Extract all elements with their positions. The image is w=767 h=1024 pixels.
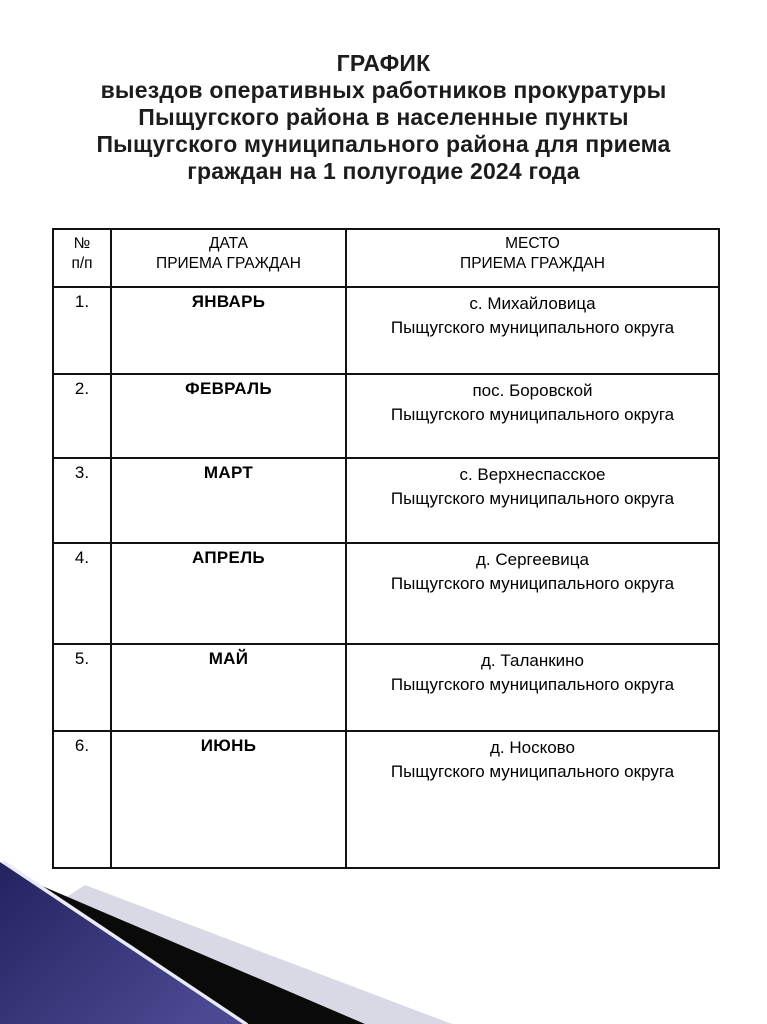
corner-decoration bbox=[0, 860, 767, 1024]
table-row bbox=[53, 374, 719, 458]
cell-month: ФЕВРАЛЬ bbox=[111, 374, 346, 458]
cell-month: ИЮНЬ bbox=[111, 731, 346, 868]
place-line1: пос. Боровской bbox=[472, 381, 593, 400]
cell-num: 3. bbox=[53, 458, 111, 543]
table-row bbox=[53, 458, 719, 543]
header-date-line2: ПРИЕМА ГРАЖДАН bbox=[156, 255, 301, 272]
cell-place bbox=[346, 644, 719, 731]
cell-place bbox=[346, 543, 719, 644]
cell-num: 1. bbox=[53, 287, 111, 374]
place-line2: Пыщугского муниципального округа bbox=[390, 762, 675, 781]
place-line1: д. Таланкино bbox=[481, 651, 584, 670]
place-line1: с. Верхнеспасское bbox=[459, 465, 606, 484]
table-header-row bbox=[53, 229, 719, 287]
cell-num: 6. bbox=[53, 731, 111, 868]
table-row bbox=[53, 543, 719, 644]
header-date-line1: ДАТА bbox=[209, 235, 248, 252]
cell-month: ЯНВАРЬ bbox=[111, 287, 346, 374]
place-line1: д. Сергеевица bbox=[475, 550, 589, 569]
place-line2: Пыщугского муниципального округа bbox=[390, 675, 675, 694]
place-line2: Пыщугского муниципального округа bbox=[390, 574, 675, 593]
header-place bbox=[346, 229, 719, 287]
cell-place bbox=[346, 731, 719, 868]
cell-num: 2. bbox=[53, 374, 111, 458]
title-line-4: Пыщугского муниципального района для приема bbox=[96, 131, 671, 157]
place-line2: Пыщугского муниципального округа bbox=[390, 405, 675, 424]
header-date bbox=[111, 229, 346, 287]
cell-month: МАРТ bbox=[111, 458, 346, 543]
header-num bbox=[53, 229, 111, 287]
cell-place bbox=[346, 374, 719, 458]
title-line-3: Пыщугского района в населенные пункты bbox=[138, 104, 629, 130]
place-line1: с. Михайловица bbox=[469, 294, 596, 313]
title-line-1: ГРАФИК bbox=[336, 50, 431, 76]
cell-place bbox=[346, 287, 719, 374]
header-num-line1: № bbox=[73, 235, 91, 252]
place-line2: Пыщугского муниципального округа bbox=[390, 489, 675, 508]
cell-month: АПРЕЛЬ bbox=[111, 543, 346, 644]
title-line-5: граждан на 1 полугодие 2024 года bbox=[187, 158, 580, 184]
place-line2: Пыщугского муниципального округа bbox=[390, 318, 675, 337]
title-line-2: выездов оперативных работников прокуратуры bbox=[100, 77, 667, 103]
header-place-line2: ПРИЕМА ГРАЖДАН bbox=[460, 255, 605, 272]
cell-num: 4. bbox=[53, 543, 111, 644]
table-row bbox=[53, 287, 719, 374]
header-place-line1: МЕСТО bbox=[505, 235, 560, 252]
cell-place bbox=[346, 458, 719, 543]
cell-month: МАЙ bbox=[111, 644, 346, 731]
header-num-line2: п/п bbox=[71, 255, 93, 272]
schedule-table bbox=[52, 228, 720, 869]
page-title bbox=[30, 50, 737, 185]
cell-num: 5. bbox=[53, 644, 111, 731]
table-row bbox=[53, 644, 719, 731]
place-line1: д. Носково bbox=[490, 738, 575, 757]
table-row bbox=[53, 731, 719, 868]
